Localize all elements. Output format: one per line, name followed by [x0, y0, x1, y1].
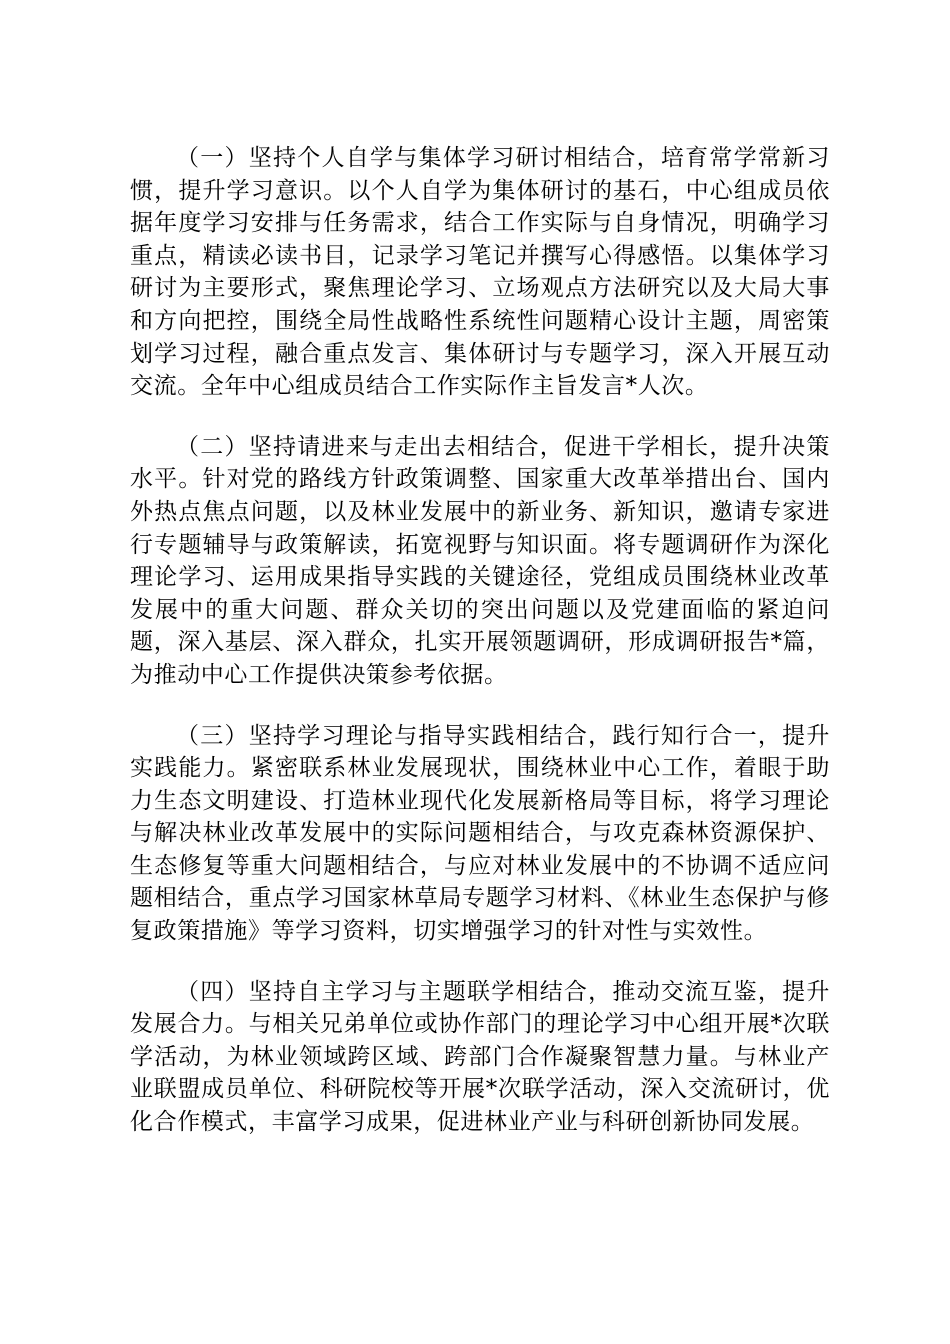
paragraph-1: （一）坚持个人自学与集体学习研讨相结合，培育常学常新习惯，提升学习意识。以个人自学为集体研讨的基石，中心组成员依据年度学习安排与任务需求，结合工作实际与自身情况，明确学习重点，精读必读书目，记录学习笔记并撰写心得感悟。以集体学习研讨为主要形式，聚焦理论学习、立场观点方法研究以及大局大事和方向把控，围绕全局性战略性系统性问题精心设计主题，周密策划学习过程，融合重点发言、集体研讨与专题学习，深入开展互动交流。全年中心组成员结合工作实际作主旨发言*人次。: [130, 145, 830, 400]
paragraph-3: （三）坚持学习理论与指导实践相结合，践行知行合一，提升实践能力。紧密联系林业发展现状，围绕林业中心工作，着眼于助力生态文明建设、打造林业现代化发展新格局等目标，将学习理论与解决林业改革发展中的实际问题相结合，与攻克森林资源保护、生态修复等重大问题相结合，与应对林业发展中的不协调不适应问题相结合，重点学习国家林草局专题学习材料、《林业生态保护与修复政策措施》等学习资料，切实增强学习的针对性与实效性。: [130, 722, 830, 945]
paragraph-4: （四）坚持自主学习与主题联学相结合，推动交流互鉴，提升发展合力。与相关兄弟单位或协作部门的理论学习中心组开展*次联学活动，为林业领域跨区域、跨部门合作凝聚智慧力量。与林业产业联盟成员单位、科研院校等开展*次联学活动，深入交流研讨，优化合作模式，丰富学习成果，促进林业产业与科研创新协同发展。: [130, 978, 830, 1136]
document-body: [130, 142, 830, 1167]
paragraph-2: （二）坚持请进来与走出去相结合，促进干学相长，提升决策水平。针对党的路线方针政策调整、国家重大改革举措出台、国内外热点焦点问题，以及林业发展中的新业务、新知识，邀请专家进行专题辅导与政策解读，拓宽视野与知识面。将专题调研作为深化理论学习、运用成果指导实践的关键途径，党组成员围绕林业改革发展中的重大问题、群众关切的突出问题以及党建面临的紧迫问题，深入基层、深入群众，扎实开展领题调研，形成调研报告*篇，为推动中心工作提供决策参考依据。: [130, 433, 830, 688]
